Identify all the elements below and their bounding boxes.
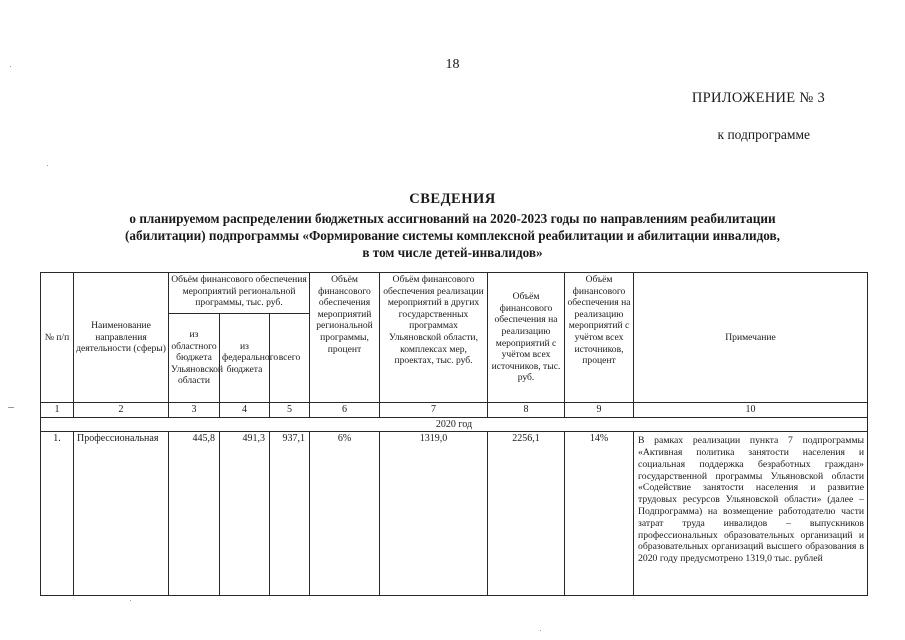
header-share-regional: Объём финансового обеспечения мероприятий региональной программы, процент [310,273,380,403]
document-title [40,191,865,261]
appendix-label: ПРИЛОЖЕНИЕ № 3 [691,90,825,106]
title-line-2: (абилитации) подпрограммы «Формирование системы комплексной реабилитации и абилитации инвалидов, [125,228,780,243]
header-num: № п/п [41,273,74,403]
column-number: 6 [310,403,380,418]
column-number: 8 [488,403,565,418]
row-direction: Профессиональная [74,432,169,596]
header-direction: Наименование направления деятельности (сферы) [74,273,169,403]
row-other-programs: 1319,0 [380,432,488,596]
column-number: 7 [380,403,488,418]
column-number: 9 [565,403,634,418]
scan-speck [540,630,541,631]
row-regional-budget: 445,8 [169,432,220,596]
scan-speck [8,407,14,408]
scan-speck [47,165,48,166]
row-share-regional: 6% [310,432,380,596]
page-number: 18 [445,57,460,72]
header-note: Примечание [634,273,868,403]
column-number: 1 [41,403,74,418]
title-line-3: в том числе детей-инвалидов» [362,245,543,260]
header-total: всего [270,314,310,403]
column-number: 3 [169,403,220,418]
header-regional-group: Объём финансового обеспечения мероприятий региональной программы, тыс. руб. [169,273,310,314]
scan-speck [10,66,11,67]
title-line-1: о планируемом распределении бюджетных ассигнований на 2020-2023 годы по направлениям реабилитации [129,211,776,226]
row-all-sources: 2256,1 [488,432,565,596]
row-total: 937,1 [270,432,310,596]
header-all-sources: Объём финансового обеспечения на реализацию мероприятий с учётом всех источников, тыс. руб. [488,273,565,403]
column-number: 2 [74,403,169,418]
column-number: 10 [634,403,868,418]
title-main: СВЕДЕНИЯ [409,191,496,207]
column-number: 5 [270,403,310,418]
year-row: 2020 год [41,417,868,432]
header-federal-budget: из федерального бюджета [220,314,270,403]
table-row [41,432,868,596]
scan-speck [130,600,131,601]
column-number: 4 [220,403,270,418]
row-note: В рамках реализации пункта 7 подпрограммы «Активная политика занятости населения и социальная поддержка безработных граждан» государственной программы Ульяновской области «Содействие занятости населения и развитие трудовых ресурсов Ульяновской области» (далее – Подпрограмма) на возмещение работодателю части затрат труда инвалидов – выпускников профессиональных образовательных организаций и образовательных организаций высшего образования в 2020 году предусмотрено 1319,0 тыс. рублей [634,432,868,596]
header-regional-budget: из областного бюджета Ульяновской области [169,314,220,403]
row-all-sources-pct: 14% [565,432,634,596]
appendix-reference: к подпрограмме [717,127,810,142]
header-all-sources-pct: Объём финансового обеспечения на реализацию мероприятий с учётом всех источников, процент [565,273,634,403]
header-other-programs: Объём финансового обеспечения реализации мероприятий в других государственных программах Ульяновской области, комплексах мер, проектах, тыс. руб. [380,273,488,403]
row-federal-budget: 491,3 [220,432,270,596]
row-num: 1. [41,432,74,596]
funding-table [40,272,868,596]
